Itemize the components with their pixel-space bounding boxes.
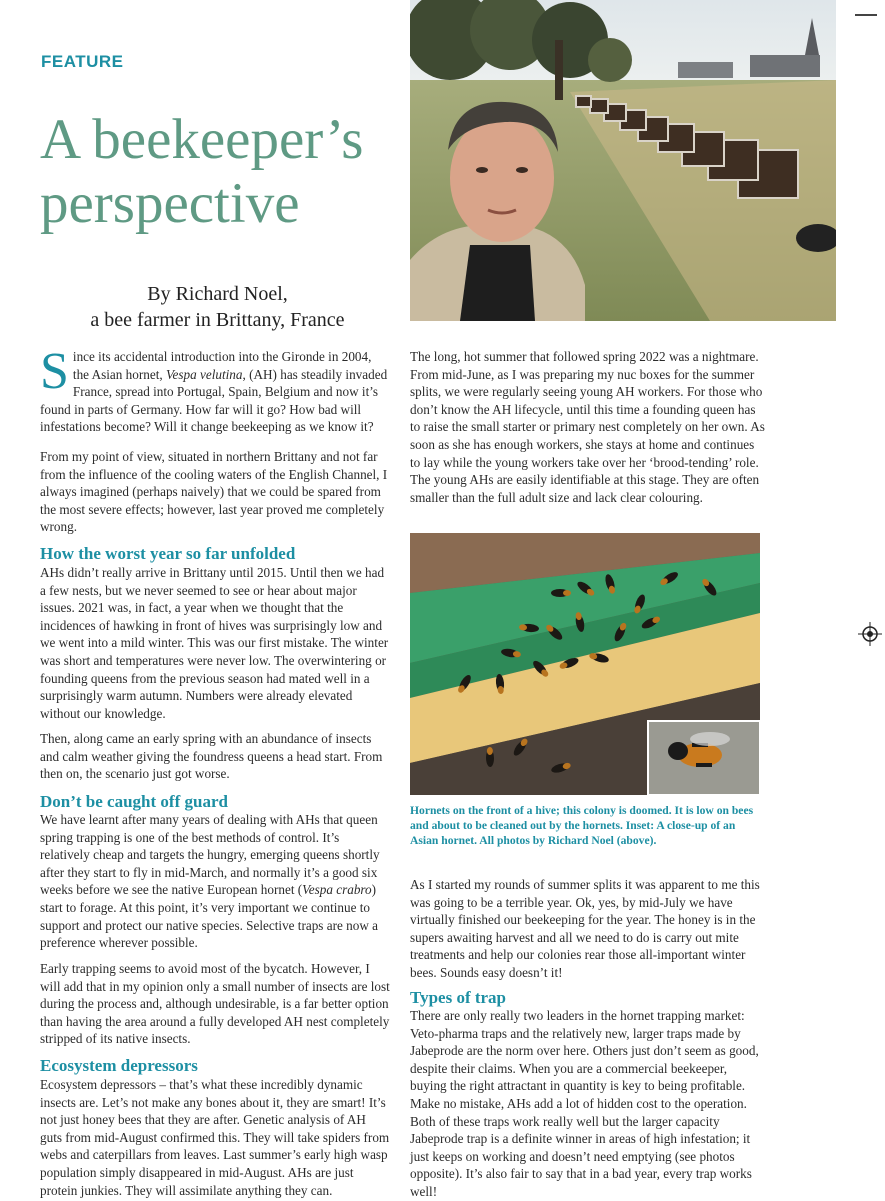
hornet [551,589,571,597]
byline [40,281,395,333]
intro-paragraph: Since its accidental introduction into the Gironde in 2004, the Asian hornet, Vespa velutina, (AH) has steadily invaded France, spread into Portugal, Spain, Belgium and now it’s found in parts of Germany. How far will it go? How bad will infestations become? Will it change beekeeping as we know it? [40,343,388,435]
paragraph: We have learnt after many years of dealing with AHs that queen spring trapping is one of the best methods of control. It’s relatively cheap and targets the hungry, emerging queens shortly after they start to fly in mid-March, and normally it’s a good six weeks before we see the native European hornet (Vespa crabro) start to forage. At this point, it’s very important we continue to support and protect our native species. Selective traps are now a preference wherever possible. [40,812,380,951]
paragraph: Ecosystem depressors – that’s what these incredibly dynamic insects are. Let’s not make any bones about it, they are smart! It’s not just honey bees that they are after. Genetic analysis of AH guts from mid-August confirmed this. They will take spiders from webs and caterpillars from leaves. Last summer’s early high wasp population simply disappeared in mid-August. AHs are just protein junkies. They will assimilate anything they can. [40,1077,390,1198]
paragraph: As I started my rounds of summer splits it was apparent to me this was going to be a terrible year. Ok, yes, by mid-July we have virtually finished our beekeeping for the year. The honey is in the supers awaiting harvest and all we need to do is carry out mite treatments and help our colonies rear those all-important winter bees. Sounds easy doesn’t it! [410,877,760,980]
registration-mark [858,622,882,651]
section-heading: Don’t be caught off guard [40,792,228,811]
photo-caption: Hornets on the front of a hive; this colony is doomed. It is low on bees and about to be cleaned out by the hornets. Inset: A close-up of an Asian hornet. All photos by Richard Noel (above). [410,804,754,847]
byline-role: a bee farmer in Brittany, France [90,309,345,331]
paragraph: Then, along came an early spring with an abundance of insects and calm weather giving the foundress queens a head start. From then on, the scenario just got worse. [40,731,383,782]
article-title: A beekeeper’s perspective [40,108,364,235]
paragraph: The long, hot summer that followed spring 2022 was a nightmare. From mid-June, as I was preparing my nuc boxes for the summer splits, we were regularly seeing young AH workers. For those who don’t know the AH lifecycle, until this time a founding queen has to raise the small starter or primary nest completely on her own. As soon as she has enough workers, she stays at home and continues to lay while the young workers take over her ‘brood-tending’ role. The young AHs are easily identifiable at this stage. They are often smaller than the full adult size and lack clear colouring. [410,349,765,505]
section-heading: Ecosystem depressors [40,1056,198,1075]
crop-mark [855,14,877,16]
paragraph: From my point of view, situated in northern Brittany and not far from the influence of the cooling waters of the English Channel, I always imagined (perhaps naively) that we could be spared from the most severe effects; however, last year proved me completely wrong. [40,449,388,535]
byline-author: By Richard Noel, [147,283,288,305]
section-heading: Types of trap [410,988,507,1007]
drop-cap: S [40,343,69,400]
paragraph: There are only really two leaders in the hornet trapping market: Veto-pharma traps and the relatively new, larger traps made by Jabeprode are the norm over here. Others just don’t seem as good, despite their claims. When you are a commercial beekeeper, buying the right attractant in quantity is key to being profitable. Make no mistake, AHs add a lot of hidden cost to the operation. Both of these traps work really well but the larger capacity Jabeprode trap is a definite winner in areas of high infestation; it just keeps on working and doesn’t need emptying (see photos opposite). It’s also fair to say that in a bad year, every trap works well! [410,1008,759,1199]
section-heading: How the worst year so far unfolded [40,544,296,563]
left-column [40,343,390,436]
beekeeper-photo [410,0,836,321]
paragraph: Early trapping seems to avoid most of the bycatch. However, I will add that in my opinion only a small number of insects are lost during the process and, although undesirable, is a far better option than having the area around a fully developed AH nest completely stripped of its native insects. [40,961,390,1047]
hornets-hive-photo [410,533,760,795]
section-label: FEATURE [41,52,124,71]
paragraph: AHs didn’t really arrive in Brittany until 2015. Until then we had a few nests, but we never seemed to see or hear about major issues. 2021 was, in fact, a year when we thought that the incidences of hawking in front of hives was surprisingly low and we went into a mild winter. This was our first mistake. The winter was short and temperatures were never low. The overwintering or founding queens from the previous season had mated well in a surprisingly warm autumn. Numbers were already elevated without our knowledge. [40,565,389,721]
